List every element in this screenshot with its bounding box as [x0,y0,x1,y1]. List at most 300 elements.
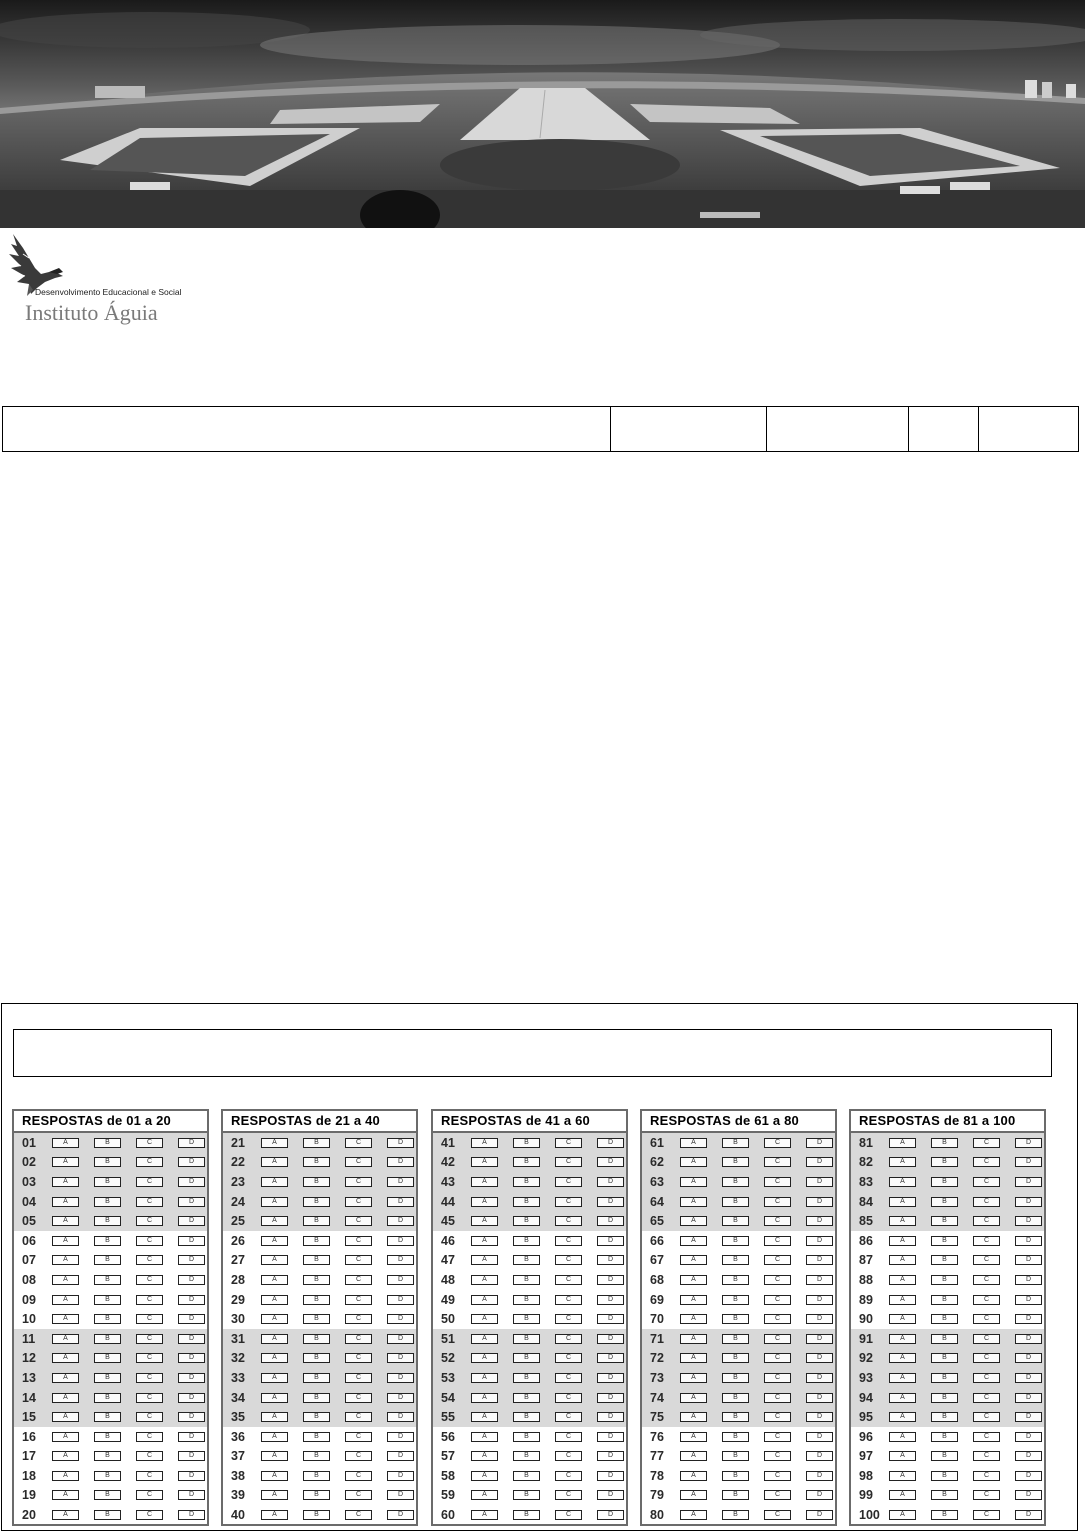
answer-option-bubble[interactable]: C [764,1216,791,1226]
answer-option-bubble[interactable]: D [806,1314,833,1324]
answer-option-bubble[interactable]: A [889,1373,916,1383]
answer-option-bubble[interactable]: D [178,1255,205,1265]
answer-option-bubble[interactable]: C [555,1157,582,1167]
answer-option-bubble[interactable]: C [136,1490,163,1500]
answer-option-bubble[interactable]: C [764,1157,791,1167]
answer-option-bubble[interactable]: D [1015,1510,1042,1520]
answer-option-bubble[interactable]: D [597,1157,624,1167]
answer-option-bubble[interactable]: D [1015,1334,1042,1344]
answer-option-bubble[interactable]: D [387,1451,414,1461]
answer-option-bubble[interactable]: D [806,1275,833,1285]
answer-option-bubble[interactable]: D [806,1393,833,1403]
answer-option-bubble[interactable]: C [345,1353,372,1363]
answer-option-bubble[interactable]: D [1015,1432,1042,1442]
answer-option-bubble[interactable]: A [680,1334,707,1344]
answer-option-bubble[interactable]: A [471,1177,498,1187]
answer-option-bubble[interactable]: D [178,1471,205,1481]
answer-option-bubble[interactable]: C [136,1275,163,1285]
answer-option-bubble[interactable]: B [931,1295,958,1305]
answer-option-bubble[interactable]: A [52,1471,79,1481]
answer-option-bubble[interactable]: D [806,1353,833,1363]
answer-option-bubble[interactable]: B [513,1393,540,1403]
answer-option-bubble[interactable]: D [806,1490,833,1500]
answer-option-bubble[interactable]: B [722,1412,749,1422]
answer-option-bubble[interactable]: B [513,1314,540,1324]
answer-option-bubble[interactable]: A [471,1471,498,1481]
answer-option-bubble[interactable]: A [52,1138,79,1148]
answer-option-bubble[interactable]: D [597,1451,624,1461]
answer-option-bubble[interactable]: D [806,1451,833,1461]
answer-option-bubble[interactable]: B [931,1236,958,1246]
answer-option-bubble[interactable]: C [973,1412,1000,1422]
answer-option-bubble[interactable]: D [178,1373,205,1383]
answer-option-bubble[interactable]: B [94,1412,121,1422]
answer-option-bubble[interactable]: A [680,1353,707,1363]
answer-option-bubble[interactable]: A [261,1177,288,1187]
answer-option-bubble[interactable]: D [387,1197,414,1207]
answer-option-bubble[interactable]: A [471,1138,498,1148]
answer-option-bubble[interactable]: C [764,1353,791,1363]
answer-option-bubble[interactable]: B [303,1197,330,1207]
answer-option-bubble[interactable]: B [722,1353,749,1363]
answer-option-bubble[interactable]: D [597,1177,624,1187]
answer-option-bubble[interactable]: B [513,1412,540,1422]
answer-option-bubble[interactable]: A [261,1334,288,1344]
answer-option-bubble[interactable]: B [931,1334,958,1344]
answer-option-bubble[interactable]: A [680,1471,707,1481]
answer-option-bubble[interactable]: A [680,1432,707,1442]
answer-option-bubble[interactable]: A [471,1510,498,1520]
answer-option-bubble[interactable]: D [1015,1138,1042,1148]
answer-option-bubble[interactable]: A [261,1157,288,1167]
answer-option-bubble[interactable]: B [931,1510,958,1520]
answer-option-bubble[interactable]: A [52,1314,79,1324]
answer-option-bubble[interactable]: A [52,1295,79,1305]
answer-option-bubble[interactable]: D [387,1295,414,1305]
answer-option-bubble[interactable]: C [136,1393,163,1403]
answer-option-bubble[interactable]: D [1015,1451,1042,1461]
answer-option-bubble[interactable]: A [471,1275,498,1285]
answer-option-bubble[interactable]: B [94,1255,121,1265]
answer-option-bubble[interactable]: A [52,1373,79,1383]
answer-option-bubble[interactable]: C [973,1197,1000,1207]
answer-option-bubble[interactable]: A [52,1236,79,1246]
answer-option-bubble[interactable]: D [178,1393,205,1403]
answer-option-bubble[interactable]: B [94,1216,121,1226]
answer-option-bubble[interactable]: A [680,1490,707,1500]
answer-option-bubble[interactable]: D [1015,1236,1042,1246]
answer-option-bubble[interactable]: B [722,1295,749,1305]
answer-option-bubble[interactable]: C [555,1255,582,1265]
answer-option-bubble[interactable]: B [722,1255,749,1265]
answer-option-bubble[interactable]: B [94,1334,121,1344]
answer-option-bubble[interactable]: A [471,1197,498,1207]
answer-option-bubble[interactable]: D [178,1275,205,1285]
answer-option-bubble[interactable]: C [764,1393,791,1403]
answer-option-bubble[interactable]: A [680,1314,707,1324]
answer-option-bubble[interactable]: C [764,1412,791,1422]
answer-option-bubble[interactable]: B [931,1432,958,1442]
answer-sheet-name-field[interactable] [13,1029,1052,1077]
answer-option-bubble[interactable]: A [889,1432,916,1442]
answer-option-bubble[interactable]: B [303,1275,330,1285]
answer-option-bubble[interactable]: B [931,1216,958,1226]
answer-option-bubble[interactable]: B [94,1295,121,1305]
answer-option-bubble[interactable]: C [345,1197,372,1207]
answer-option-bubble[interactable]: C [555,1197,582,1207]
answer-option-bubble[interactable]: D [1015,1275,1042,1285]
answer-option-bubble[interactable]: C [764,1451,791,1461]
answer-option-bubble[interactable]: A [471,1412,498,1422]
answer-option-bubble[interactable]: D [1015,1216,1042,1226]
answer-option-bubble[interactable]: D [178,1138,205,1148]
answer-option-bubble[interactable]: A [261,1373,288,1383]
answer-option-bubble[interactable]: C [764,1177,791,1187]
answer-option-bubble[interactable]: C [764,1373,791,1383]
answer-option-bubble[interactable]: B [94,1432,121,1442]
answer-option-bubble[interactable]: B [931,1314,958,1324]
answer-option-bubble[interactable]: C [345,1216,372,1226]
answer-option-bubble[interactable]: C [555,1432,582,1442]
answer-option-bubble[interactable]: C [136,1334,163,1344]
answer-option-bubble[interactable]: B [94,1490,121,1500]
answer-option-bubble[interactable]: D [387,1314,414,1324]
answer-option-bubble[interactable]: D [597,1471,624,1481]
answer-option-bubble[interactable]: D [387,1353,414,1363]
answer-option-bubble[interactable]: D [1015,1197,1042,1207]
answer-option-bubble[interactable]: A [471,1236,498,1246]
answer-option-bubble[interactable]: B [94,1236,121,1246]
answer-option-bubble[interactable]: D [387,1157,414,1167]
answer-option-bubble[interactable]: B [513,1295,540,1305]
answer-option-bubble[interactable]: C [136,1138,163,1148]
answer-option-bubble[interactable]: D [387,1490,414,1500]
answer-option-bubble[interactable]: C [555,1275,582,1285]
answer-option-bubble[interactable]: C [136,1353,163,1363]
answer-option-bubble[interactable]: A [471,1334,498,1344]
answer-option-bubble[interactable]: A [680,1510,707,1520]
answer-option-bubble[interactable]: C [136,1216,163,1226]
answer-option-bubble[interactable]: D [387,1236,414,1246]
answer-option-bubble[interactable]: B [722,1275,749,1285]
answer-option-bubble[interactable]: C [764,1138,791,1148]
answer-option-bubble[interactable]: C [136,1412,163,1422]
answer-option-bubble[interactable]: A [52,1177,79,1187]
answer-option-bubble[interactable]: D [597,1216,624,1226]
answer-option-bubble[interactable]: B [722,1471,749,1481]
answer-option-bubble[interactable]: D [597,1236,624,1246]
answer-option-bubble[interactable]: A [471,1451,498,1461]
answer-option-bubble[interactable]: D [387,1216,414,1226]
answer-option-bubble[interactable]: B [303,1471,330,1481]
answer-option-bubble[interactable]: C [136,1157,163,1167]
answer-option-bubble[interactable]: C [345,1295,372,1305]
answer-option-bubble[interactable]: D [178,1216,205,1226]
answer-option-bubble[interactable]: B [931,1393,958,1403]
answer-option-bubble[interactable]: D [387,1471,414,1481]
answer-option-bubble[interactable]: B [303,1490,330,1500]
answer-option-bubble[interactable]: A [52,1451,79,1461]
answer-option-bubble[interactable]: C [345,1471,372,1481]
answer-option-bubble[interactable]: D [387,1255,414,1265]
answer-option-bubble[interactable]: D [597,1412,624,1422]
answer-option-bubble[interactable]: B [513,1177,540,1187]
answer-option-bubble[interactable]: B [94,1451,121,1461]
answer-option-bubble[interactable]: C [555,1353,582,1363]
answer-option-bubble[interactable]: A [261,1197,288,1207]
answer-option-bubble[interactable]: D [597,1255,624,1265]
answer-option-bubble[interactable]: B [303,1216,330,1226]
info-cell-name[interactable] [3,407,611,452]
answer-option-bubble[interactable]: B [513,1353,540,1363]
answer-option-bubble[interactable]: C [345,1412,372,1422]
answer-option-bubble[interactable]: A [52,1510,79,1520]
answer-option-bubble[interactable]: D [1015,1157,1042,1167]
info-cell-3[interactable] [767,407,909,452]
answer-option-bubble[interactable]: C [973,1471,1000,1481]
answer-option-bubble[interactable]: A [261,1314,288,1324]
answer-option-bubble[interactable]: A [680,1393,707,1403]
answer-option-bubble[interactable]: B [722,1177,749,1187]
answer-option-bubble[interactable]: D [1015,1373,1042,1383]
answer-option-bubble[interactable]: A [889,1451,916,1461]
answer-option-bubble[interactable]: C [764,1255,791,1265]
answer-option-bubble[interactable]: A [680,1177,707,1187]
answer-option-bubble[interactable]: C [345,1236,372,1246]
answer-option-bubble[interactable]: C [345,1275,372,1285]
answer-option-bubble[interactable]: A [889,1334,916,1344]
answer-option-bubble[interactable]: D [597,1393,624,1403]
answer-option-bubble[interactable]: A [889,1314,916,1324]
answer-option-bubble[interactable]: C [555,1373,582,1383]
answer-option-bubble[interactable]: D [387,1334,414,1344]
answer-option-bubble[interactable]: D [178,1353,205,1363]
answer-option-bubble[interactable]: B [722,1314,749,1324]
answer-option-bubble[interactable]: A [261,1412,288,1422]
answer-option-bubble[interactable]: D [387,1393,414,1403]
answer-option-bubble[interactable]: D [597,1373,624,1383]
answer-option-bubble[interactable]: B [513,1255,540,1265]
answer-option-bubble[interactable]: C [973,1138,1000,1148]
answer-option-bubble[interactable]: C [136,1295,163,1305]
answer-option-bubble[interactable]: D [806,1177,833,1187]
answer-option-bubble[interactable]: C [973,1157,1000,1167]
answer-option-bubble[interactable]: D [387,1275,414,1285]
answer-option-bubble[interactable]: C [345,1373,372,1383]
info-cell-4[interactable] [909,407,979,452]
answer-option-bubble[interactable]: D [806,1138,833,1148]
answer-option-bubble[interactable]: A [889,1138,916,1148]
answer-option-bubble[interactable]: A [52,1412,79,1422]
answer-option-bubble[interactable]: D [597,1490,624,1500]
answer-option-bubble[interactable]: D [387,1373,414,1383]
answer-option-bubble[interactable]: A [680,1412,707,1422]
answer-option-bubble[interactable]: C [136,1314,163,1324]
answer-option-bubble[interactable]: B [931,1451,958,1461]
answer-option-bubble[interactable]: B [303,1255,330,1265]
answer-option-bubble[interactable]: C [973,1314,1000,1324]
answer-option-bubble[interactable]: A [889,1412,916,1422]
answer-option-bubble[interactable]: A [261,1255,288,1265]
answer-option-bubble[interactable]: D [806,1255,833,1265]
answer-option-bubble[interactable]: B [513,1157,540,1167]
answer-option-bubble[interactable]: D [806,1197,833,1207]
answer-option-bubble[interactable]: C [973,1295,1000,1305]
answer-option-bubble[interactable]: A [889,1216,916,1226]
answer-option-bubble[interactable]: A [471,1314,498,1324]
answer-option-bubble[interactable]: A [471,1373,498,1383]
answer-option-bubble[interactable]: C [764,1432,791,1442]
answer-option-bubble[interactable]: A [889,1471,916,1481]
answer-option-bubble[interactable]: D [178,1510,205,1520]
answer-option-bubble[interactable]: A [52,1432,79,1442]
answer-option-bubble[interactable]: D [597,1138,624,1148]
answer-option-bubble[interactable]: D [806,1236,833,1246]
answer-option-bubble[interactable]: C [555,1334,582,1344]
answer-option-bubble[interactable]: B [513,1138,540,1148]
answer-option-bubble[interactable]: B [94,1373,121,1383]
answer-option-bubble[interactable]: C [973,1432,1000,1442]
answer-option-bubble[interactable]: C [136,1510,163,1520]
answer-option-bubble[interactable]: C [555,1295,582,1305]
answer-option-bubble[interactable]: B [303,1236,330,1246]
answer-option-bubble[interactable]: C [555,1314,582,1324]
answer-option-bubble[interactable]: B [931,1157,958,1167]
answer-option-bubble[interactable]: A [889,1157,916,1167]
answer-option-bubble[interactable]: D [1015,1393,1042,1403]
answer-option-bubble[interactable]: B [513,1471,540,1481]
answer-option-bubble[interactable]: A [680,1295,707,1305]
answer-option-bubble[interactable]: B [722,1157,749,1167]
answer-option-bubble[interactable]: A [680,1197,707,1207]
answer-option-bubble[interactable]: C [764,1510,791,1520]
answer-option-bubble[interactable]: B [931,1412,958,1422]
answer-option-bubble[interactable]: C [555,1510,582,1520]
answer-option-bubble[interactable]: D [387,1510,414,1520]
answer-option-bubble[interactable]: B [722,1432,749,1442]
answer-option-bubble[interactable]: A [52,1393,79,1403]
answer-option-bubble[interactable]: B [513,1236,540,1246]
answer-option-bubble[interactable]: B [94,1197,121,1207]
answer-option-bubble[interactable]: B [722,1216,749,1226]
answer-option-bubble[interactable]: A [52,1197,79,1207]
answer-option-bubble[interactable]: A [889,1510,916,1520]
answer-option-bubble[interactable]: B [94,1393,121,1403]
answer-option-bubble[interactable]: C [555,1490,582,1500]
answer-option-bubble[interactable]: A [889,1295,916,1305]
answer-option-bubble[interactable]: A [889,1197,916,1207]
answer-option-bubble[interactable]: A [261,1216,288,1226]
answer-option-bubble[interactable]: A [680,1157,707,1167]
answer-option-bubble[interactable]: B [722,1334,749,1344]
answer-option-bubble[interactable]: A [261,1236,288,1246]
answer-option-bubble[interactable]: B [94,1138,121,1148]
answer-option-bubble[interactable]: C [136,1471,163,1481]
answer-option-bubble[interactable]: D [597,1197,624,1207]
answer-option-bubble[interactable]: B [513,1451,540,1461]
answer-option-bubble[interactable]: D [806,1334,833,1344]
answer-option-bubble[interactable]: A [889,1177,916,1187]
answer-option-bubble[interactable]: C [764,1471,791,1481]
answer-option-bubble[interactable]: D [178,1197,205,1207]
answer-option-bubble[interactable]: B [931,1275,958,1285]
answer-option-bubble[interactable]: C [136,1177,163,1187]
answer-option-bubble[interactable]: D [1015,1490,1042,1500]
answer-option-bubble[interactable]: D [806,1157,833,1167]
answer-option-bubble[interactable]: B [303,1353,330,1363]
answer-option-bubble[interactable]: B [303,1451,330,1461]
answer-option-bubble[interactable]: C [764,1490,791,1500]
answer-option-bubble[interactable]: B [303,1393,330,1403]
answer-option-bubble[interactable]: A [889,1236,916,1246]
answer-option-bubble[interactable]: B [931,1255,958,1265]
answer-option-bubble[interactable]: C [973,1334,1000,1344]
answer-option-bubble[interactable]: D [178,1157,205,1167]
answer-option-bubble[interactable]: B [513,1510,540,1520]
answer-option-bubble[interactable]: C [973,1275,1000,1285]
answer-option-bubble[interactable]: B [303,1412,330,1422]
answer-option-bubble[interactable]: D [806,1471,833,1481]
answer-option-bubble[interactable]: C [764,1295,791,1305]
answer-option-bubble[interactable]: C [345,1490,372,1500]
answer-option-bubble[interactable]: A [52,1490,79,1500]
answer-option-bubble[interactable]: B [722,1236,749,1246]
answer-option-bubble[interactable]: B [722,1138,749,1148]
answer-option-bubble[interactable]: A [889,1393,916,1403]
answer-option-bubble[interactable]: B [722,1393,749,1403]
answer-option-bubble[interactable]: B [513,1197,540,1207]
answer-option-bubble[interactable]: C [973,1216,1000,1226]
answer-option-bubble[interactable]: D [1015,1471,1042,1481]
answer-option-bubble[interactable]: A [680,1236,707,1246]
answer-option-bubble[interactable]: C [555,1216,582,1226]
answer-option-bubble[interactable]: B [722,1451,749,1461]
answer-option-bubble[interactable]: A [889,1490,916,1500]
answer-option-bubble[interactable]: C [136,1197,163,1207]
answer-option-bubble[interactable]: B [722,1373,749,1383]
answer-option-bubble[interactable]: B [303,1314,330,1324]
answer-option-bubble[interactable]: B [513,1334,540,1344]
answer-option-bubble[interactable]: B [303,1177,330,1187]
answer-option-bubble[interactable]: A [52,1255,79,1265]
answer-option-bubble[interactable]: C [555,1177,582,1187]
answer-option-bubble[interactable]: C [973,1373,1000,1383]
answer-option-bubble[interactable]: C [555,1471,582,1481]
answer-option-bubble[interactable]: A [471,1353,498,1363]
answer-option-bubble[interactable]: A [680,1216,707,1226]
answer-option-bubble[interactable]: C [973,1451,1000,1461]
answer-option-bubble[interactable]: B [94,1471,121,1481]
answer-option-bubble[interactable]: A [680,1255,707,1265]
answer-option-bubble[interactable]: C [345,1138,372,1148]
answer-option-bubble[interactable]: A [261,1510,288,1520]
answer-option-bubble[interactable]: A [471,1393,498,1403]
answer-option-bubble[interactable]: D [387,1177,414,1187]
answer-option-bubble[interactable]: C [345,1393,372,1403]
answer-option-bubble[interactable]: C [345,1451,372,1461]
answer-option-bubble[interactable]: B [303,1334,330,1344]
answer-option-bubble[interactable]: A [471,1295,498,1305]
answer-option-bubble[interactable]: A [680,1451,707,1461]
answer-option-bubble[interactable]: D [387,1138,414,1148]
answer-option-bubble[interactable]: B [513,1216,540,1226]
answer-option-bubble[interactable]: C [136,1255,163,1265]
answer-option-bubble[interactable]: C [555,1412,582,1422]
answer-option-bubble[interactable]: C [345,1314,372,1324]
answer-option-bubble[interactable]: A [680,1275,707,1285]
answer-option-bubble[interactable]: D [1015,1353,1042,1363]
answer-option-bubble[interactable]: C [973,1255,1000,1265]
